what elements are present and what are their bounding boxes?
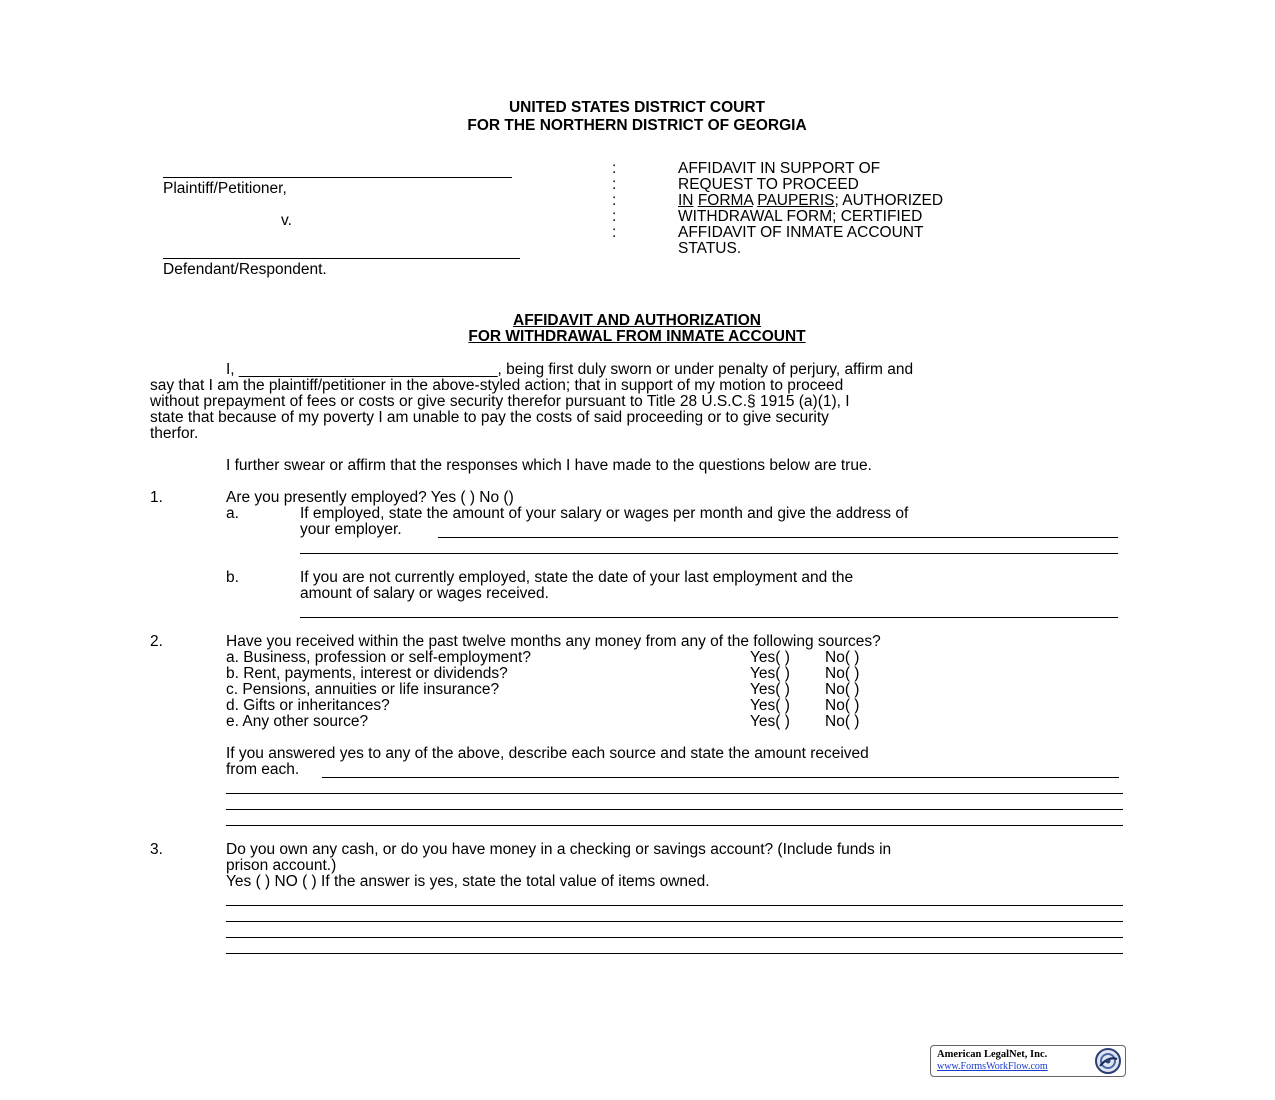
caption-title-line: WITHDRAWAL FORM; CERTIFIED bbox=[678, 208, 923, 225]
swear-statement: I further swear or affirm that the responses which I have made to the questions below are true. bbox=[226, 457, 872, 474]
q1a-answer-line[interactable] bbox=[438, 537, 1118, 538]
q3-line1: Do you own any cash, or do you have money in a checking or savings account? (Include funds in bbox=[226, 841, 892, 858]
q3-answer-line[interactable] bbox=[226, 905, 1123, 906]
forma-word: FORMA bbox=[697, 192, 753, 209]
legalnet-logo[interactable] bbox=[930, 1045, 1126, 1077]
intro-line: I, ______________________________, being first duly sworn or under penalty of perjury, affirm and bbox=[226, 361, 914, 378]
logo-url-link[interactable]: www.FormsWorkFlow.com bbox=[937, 1061, 1048, 1072]
q3-line3: Yes ( ) NO ( ) If the answer is yes, state the total value of items owned. bbox=[226, 873, 710, 890]
q2-no-checkbox[interactable]: No( ) bbox=[825, 681, 860, 698]
q1b-label: b. bbox=[226, 569, 239, 586]
plaintiff-label: Plaintiff/Petitioner, bbox=[163, 180, 287, 197]
q2-answer-line[interactable] bbox=[226, 793, 1123, 794]
q1-text: Are you presently employed? Yes ( ) No () bbox=[226, 489, 514, 506]
q2-yes-checkbox[interactable]: Yes( ) bbox=[750, 697, 790, 714]
caption-title-line: REQUEST TO PROCEED bbox=[678, 176, 859, 193]
q1b-line2: amount of salary or wages received. bbox=[300, 585, 549, 602]
q2-yes-checkbox[interactable]: Yes( ) bbox=[750, 713, 790, 730]
caption-colon: : bbox=[612, 208, 617, 225]
pauperis-word: PAUPERIS bbox=[757, 192, 835, 209]
intro-line: without prepayment of fees or costs or give security therefor pursuant to Title 28 U.S.C.§ 1915 (a)(1), I bbox=[150, 393, 850, 410]
q3-answer-line[interactable] bbox=[226, 953, 1123, 954]
caption-colon: : bbox=[612, 224, 617, 241]
q3-answer-line[interactable] bbox=[226, 937, 1123, 938]
q1a-line2: your employer. bbox=[300, 521, 402, 538]
q2-number: 2. bbox=[150, 633, 163, 650]
q2-source-label: b. Rent, payments, interest or dividends? bbox=[226, 665, 508, 682]
q2-no-checkbox[interactable]: No( ) bbox=[825, 697, 860, 714]
q1b-answer-line[interactable] bbox=[300, 617, 1118, 618]
intro-line: say that I am the plaintiff/petitioner in the above-styled action; that in support of my motion to proceed bbox=[150, 377, 844, 394]
q3-answer-line[interactable] bbox=[226, 921, 1123, 922]
q2-followup-line2: from each. bbox=[226, 761, 300, 778]
versus-label: v. bbox=[281, 212, 292, 229]
section-title-line2: FOR WITHDRAWAL FROM INMATE ACCOUNT bbox=[468, 328, 806, 345]
caption-title-line bbox=[678, 193, 943, 209]
q2-answer-line[interactable] bbox=[226, 825, 1123, 826]
authorized-text: ; AUTHORIZED bbox=[834, 192, 944, 209]
q2-yes-checkbox[interactable]: Yes( ) bbox=[750, 649, 790, 666]
globe-seal-icon bbox=[1094, 1047, 1122, 1075]
q2-answer-line[interactable] bbox=[226, 809, 1123, 810]
q2-source-label: e. Any other source? bbox=[226, 713, 369, 730]
in-word: IN bbox=[678, 192, 694, 209]
section-title-line1: AFFIDAVIT AND AUTHORIZATION bbox=[513, 312, 761, 329]
q3-number: 3. bbox=[150, 841, 163, 858]
intro-line: state that because of my poverty I am unable to pay the costs of said proceeding or to give security bbox=[150, 409, 829, 426]
caption-colon: : bbox=[612, 160, 617, 177]
caption-colon: : bbox=[612, 176, 617, 193]
q2-answer-line[interactable] bbox=[322, 777, 1119, 778]
defendant-signature-line[interactable] bbox=[163, 258, 520, 259]
caption-title-line: STATUS. bbox=[678, 240, 742, 257]
district-title: FOR THE NORTHERN DISTRICT OF GEORGIA bbox=[467, 117, 807, 134]
q2-source-label: c. Pensions, annuities or life insurance? bbox=[226, 681, 500, 698]
q2-source-label: a. Business, profession or self-employment? bbox=[226, 649, 531, 666]
logo-company-name: American LegalNet, Inc. bbox=[937, 1049, 1048, 1060]
defendant-label: Defendant/Respondent. bbox=[163, 261, 327, 278]
q2-text: Have you received within the past twelve months any money from any of the following sources? bbox=[226, 633, 881, 650]
q1a-line1: If employed, state the amount of your salary or wages per month and give the address of bbox=[300, 505, 909, 522]
q2-yes-checkbox[interactable]: Yes( ) bbox=[750, 665, 790, 682]
caption-title-line: AFFIDAVIT OF INMATE ACCOUNT bbox=[678, 224, 924, 241]
q2-no-checkbox[interactable]: No( ) bbox=[825, 713, 860, 730]
q1a-label: a. bbox=[226, 505, 239, 522]
q2-followup-line1: If you answered yes to any of the above, describe each source and state the amount received bbox=[226, 745, 869, 762]
court-title: UNITED STATES DISTRICT COURT bbox=[508, 99, 766, 116]
q2-no-checkbox[interactable]: No( ) bbox=[825, 649, 860, 666]
intro-line: therfor. bbox=[150, 425, 199, 442]
q2-no-checkbox[interactable]: No( ) bbox=[825, 665, 860, 682]
q3-line2: prison account.) bbox=[226, 857, 337, 874]
q1a-answer-line[interactable] bbox=[300, 553, 1118, 554]
caption-title-line: AFFIDAVIT IN SUPPORT OF bbox=[678, 160, 881, 177]
q1-number: 1. bbox=[150, 489, 163, 506]
q2-yes-checkbox[interactable]: Yes( ) bbox=[750, 681, 790, 698]
plaintiff-signature-line[interactable] bbox=[163, 177, 512, 178]
q2-source-label: d. Gifts or inheritances? bbox=[226, 697, 390, 714]
caption-colon: : bbox=[612, 192, 617, 209]
q1b-line1: If you are not currently employed, state the date of your last employment and the bbox=[300, 569, 854, 586]
